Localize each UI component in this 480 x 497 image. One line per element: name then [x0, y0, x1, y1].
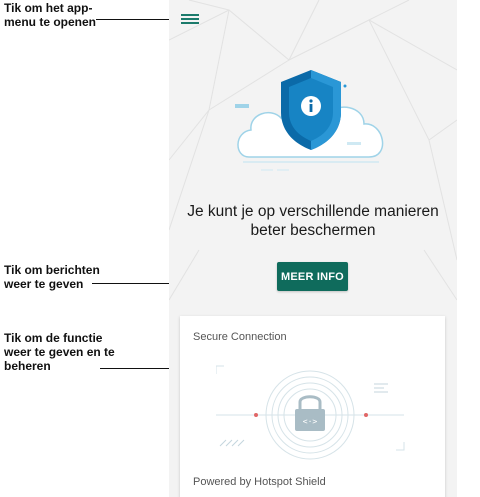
callout-messages: Tik om berichten weer te geven: [4, 263, 100, 291]
shield-cloud-illustration: [229, 62, 409, 182]
secure-connection-illustration: [216, 362, 406, 462]
leader-line-menu: [96, 19, 173, 20]
secure-connection-card[interactable]: [180, 316, 445, 497]
callout-feature: Tik om de functie weer te geven en te beheren: [4, 331, 115, 373]
app-screen: [169, 0, 457, 497]
hamburger-menu-icon[interactable]: [181, 12, 199, 28]
page-headline: Je kunt je op verschillende manieren beter beschermen: [187, 203, 439, 239]
callout-menu: Tik om het app-menu te openen: [4, 1, 97, 29]
card-title: Secure Connection: [193, 331, 287, 343]
card-footer: Powered by Hotspot Shield: [193, 476, 326, 488]
lock-icon: [295, 397, 325, 431]
more-info-button[interactable]: MEER INFO: [277, 262, 348, 291]
svg-text:<·>: <·>: [302, 417, 318, 426]
